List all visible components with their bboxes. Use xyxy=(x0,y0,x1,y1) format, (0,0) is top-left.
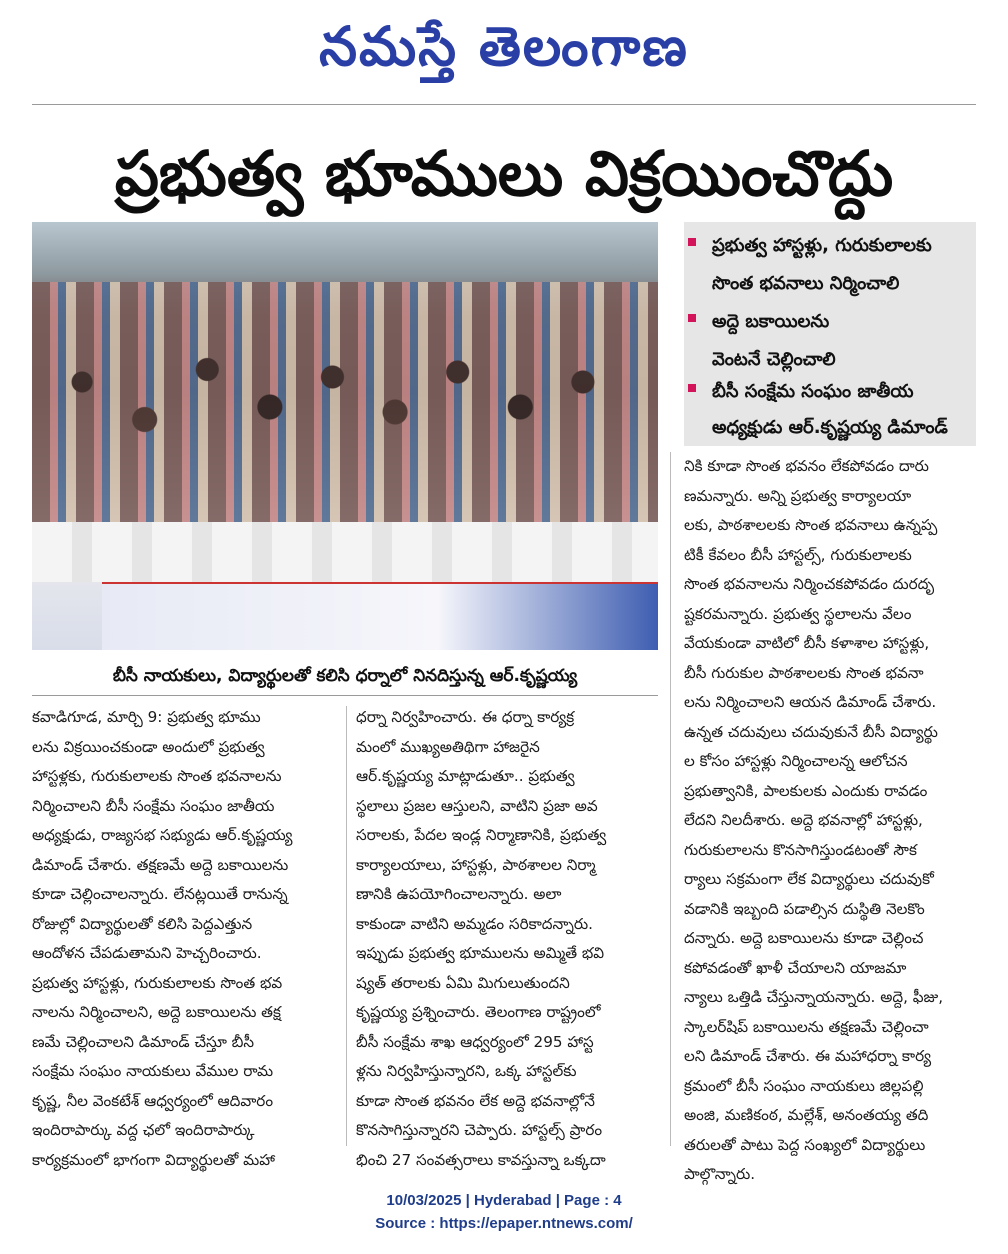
highlight-line: అధ్యక్షుడు ఆర్.కృష్ణయ్య డిమాండ్ xyxy=(712,417,948,438)
masthead-rule xyxy=(32,104,976,105)
photo-crowd xyxy=(32,282,658,532)
article-line: కాకుండా వాటిని అమ్మడం సరికాదన్నారు. xyxy=(356,914,593,933)
article-line: కొనసాగిస్తున్నారని చెప్పారు. హాస్టల్స్ ప్రారం xyxy=(356,1121,603,1139)
bullet-square-icon xyxy=(688,238,696,246)
article-line: దన్నారు. అద్దె బకాయిలను కూడా చెల్లించ xyxy=(684,929,924,947)
article-line: కవాడిగూడ, మార్చి 9: ప్రభుత్వ భూము xyxy=(32,708,261,726)
article-line: టికీ కేవలం బీసీ హాస్టల్స్, గురుకులాలకు xyxy=(684,545,912,564)
masthead: నమస్తే తెలంగాణ xyxy=(319,14,689,78)
article-line: ప్రభుత్వ హాస్టళ్లు, గురుకులాలకు సొంత భవ xyxy=(32,973,283,992)
article-line: గురుకులాలను కొనసాగిస్తుండటంతో సౌక xyxy=(684,840,917,859)
article-line: కపోవడంతో ఖాళీ చేయాలని యాజమా xyxy=(684,958,907,977)
article-line: కృష్ణ, నీల వెంకటేశ్ ఆధ్వర్యంలో ఆదివారం xyxy=(32,1091,274,1110)
headline: ప్రభుత్వ భూములు విక్రయించొద్దు xyxy=(114,137,894,210)
highlight-line: వెంటనే చెల్లించాలి xyxy=(712,349,836,370)
article-line: బీసీ సంక్షేమ శాఖ ఆధ్వర్యంలో 295 హాస్ట xyxy=(356,1032,594,1051)
article-line: రోజుల్లో విద్యార్థులతో కలిసి పెద్దఎత్తున xyxy=(32,914,253,933)
article-line: మంలో ముఖ్యఅతిథిగా హాజరైన xyxy=(356,737,540,756)
article-line: ణానికి ఉపయోగించాలన్నారు. అలా xyxy=(356,885,562,903)
article-line: క్రమంలో బీసీ సంఘం నాయకులు జిల్లపల్లి xyxy=(684,1076,924,1095)
highlight-line: సొంత భవనాలు నిర్మించాలి xyxy=(712,273,900,294)
article-line: లను నిర్మించాలని ఆయన డిమాండ్ చేశారు. xyxy=(684,693,937,711)
article-line: ధర్నా నిర్వహించారు. ఈ ధర్నా కార్యక్ర xyxy=(356,708,575,726)
article-line: పాల్గొన్నారు. xyxy=(684,1165,756,1183)
article-line: భించి 27 సంవత్సరాలు కావస్తున్నా ఒక్కదా xyxy=(356,1150,606,1169)
article-line: కృష్ణయ్య ప్రశ్నించారు. తెలంగాణ రాష్ట్రంలో xyxy=(356,1003,601,1021)
photo-banner xyxy=(102,582,658,650)
column-divider xyxy=(670,452,671,1146)
article-line: ప్రభుత్వానికి, పాలకులకు ఎందుకు రావడం xyxy=(684,781,928,800)
article-line: లను విక్రయించకుండా అందులో ప్రభుత్వ xyxy=(32,737,265,756)
article-column-right xyxy=(684,452,976,1190)
article-line: కార్యాలయాలు, హాస్టళ్లు, పాఠశాలల నిర్మా xyxy=(356,855,596,874)
article-line: కూడా సొంత భవనం లేక అద్దె భవనాల్లోనే xyxy=(356,1091,595,1110)
article-line: స్కాలర్‌షిప్ బకాయిలను తక్షణమే చెల్లించా xyxy=(684,1017,929,1036)
article-line: డిమాండ్ చేశారు. తక్షణమే అద్దె బకాయిలను xyxy=(32,855,289,874)
article-column-middle xyxy=(356,703,658,1175)
article-line: వడానికి ఇబ్బంది పడాల్సిన దుస్థితి నెలకొం xyxy=(684,899,925,918)
article-line: అంజి, మణికంఠ, మల్లేశ్, అనంతయ్య తది xyxy=(684,1106,929,1124)
article-line: నాలను నిర్మించాలని, అద్దె బకాయిలను తక్ష xyxy=(32,1003,281,1021)
highlights-box xyxy=(684,222,976,446)
highlight-line: ప్రభుత్వ హాస్టళ్లు, గురుకులాలకు xyxy=(712,235,932,256)
column-divider xyxy=(346,706,347,1146)
article-line: బీసీ గురుకుల పాఠశాలలకు సొంత భవనా xyxy=(684,663,924,682)
article-line: ర్యాలు సక్రమంగా లేక విద్యార్థులు చదువుకో xyxy=(684,870,934,888)
article-line: ల కోసం హాస్టళ్లు నిర్మించాలన్న ఆలోచన xyxy=(684,752,908,770)
photo-front-row xyxy=(32,522,658,582)
highlight-line: అద్దె బకాయిలను xyxy=(712,311,830,332)
article-line: హాస్టళ్లకు, గురుకులాలకు సొంత భవనాలను xyxy=(32,767,282,785)
article-line: నికి కూడా సొంత భవనం లేకపోవడం దారు xyxy=(684,457,929,475)
highlight-line: బీసీ సంక్షేమ సంఘం జాతీయ xyxy=(712,381,914,402)
article-line: అధ్యక్షుడు, రాజ్యసభ సభ్యుడు ఆర్.కృష్ణయ్య xyxy=(32,826,293,844)
article-line: లకు, పాఠశాలలకు సొంత భవనాలు ఉన్నప్ప xyxy=(684,516,938,534)
article-line: ణమన్నారు. అన్ని ప్రభుత్వ కార్యాలయా xyxy=(684,486,912,505)
article-line: ఇప్పుడు ప్రభుత్వ భూములను అమ్మితే భవి xyxy=(356,944,605,962)
bullet-square-icon xyxy=(688,314,696,322)
footer-source-line: Source : https://epaper.ntnews.com/ xyxy=(375,1215,633,1232)
footer-date-line: 10/03/2025 | Hyderabad | Page : 4 xyxy=(386,1192,622,1209)
article-line: స్థలాలు ప్రజల ఆస్తులని, వాటిని ప్రజా అవ xyxy=(356,796,598,815)
article-line: ణమే చెల్లించాలని డిమాండ్ చేస్తూ బీసీ xyxy=(32,1032,255,1051)
article-line: కార్యక్రమంలో భాగంగా విద్యార్థులతో మహా xyxy=(32,1150,275,1169)
article-line: సంక్షేమ సంఘం నాయకులు వేముల రామ xyxy=(32,1062,274,1080)
article-line: ఇందిరాపార్కు వద్ద ఛలో ఇందిరాపార్కు xyxy=(32,1121,255,1139)
article-line: ఆర్.కృష్ణయ్య మాట్లాడుతూ.. ప్రభుత్వ xyxy=(356,767,575,785)
article-line: లేదని నిలదీశారు. అద్దె భవనాల్లో హాస్టళ్లు, xyxy=(684,811,923,829)
article-line: వేయకుండా వాటిలో బీసీ కళాశాల హాస్టళ్లు, xyxy=(684,634,930,652)
caption-rule xyxy=(32,695,658,696)
photo-caption: బీసీ నాయకులు, విద్యార్థులతో కలిసి ధర్నాలో నినదిస్తున్న ఆర్.కృష్ణయ్య xyxy=(112,666,578,686)
article-line: సరాలకు, పేదల ఇండ్ల నిర్మాణానికి, ప్రభుత్వ xyxy=(356,826,607,844)
article-line: తరులతో పాటు పెద్ద సంఖ్యలో విద్యార్థులు xyxy=(684,1135,926,1154)
article-line: కూడా చెల్లించాలన్నారు. లేనట్లయితే రానున్న xyxy=(32,885,288,903)
bullet-square-icon xyxy=(688,384,696,392)
article-line: సొంత భవనాలను నిర్మించకపోవడం దురదృ xyxy=(684,575,935,593)
article-line: ఆందోళన చేపడుతామని హెచ్చరించారు. xyxy=(32,944,262,962)
protest-photo xyxy=(32,222,658,650)
article-line: ళ్లను నిర్వహిస్తున్నారని, ఒక్క హాస్టల్‌కు xyxy=(356,1062,577,1080)
article-line: ష్టకరమన్నారు. ప్రభుత్వ స్థలాలను వేలం xyxy=(684,604,912,623)
article-line: నిర్మించాలని బీసీ సంక్షేమ సంఘం జాతీయ xyxy=(32,796,275,815)
article-line: న్యాలు ఒత్తిడి చేస్తున్నాయన్నారు. అద్దె, ఫీజు, xyxy=(684,988,944,1006)
article-line: ఉన్నత చదువులు చదువుకునే బీసీ విద్యార్థు xyxy=(684,722,938,741)
article-line: లని డిమాండ్ చేశారు. ఈ మహాధర్నా కార్య xyxy=(684,1047,932,1065)
article-line: ష్యత్ తరాలకు ఏమి మిగులుతుందని xyxy=(356,973,570,992)
article-column-left xyxy=(32,703,338,1175)
